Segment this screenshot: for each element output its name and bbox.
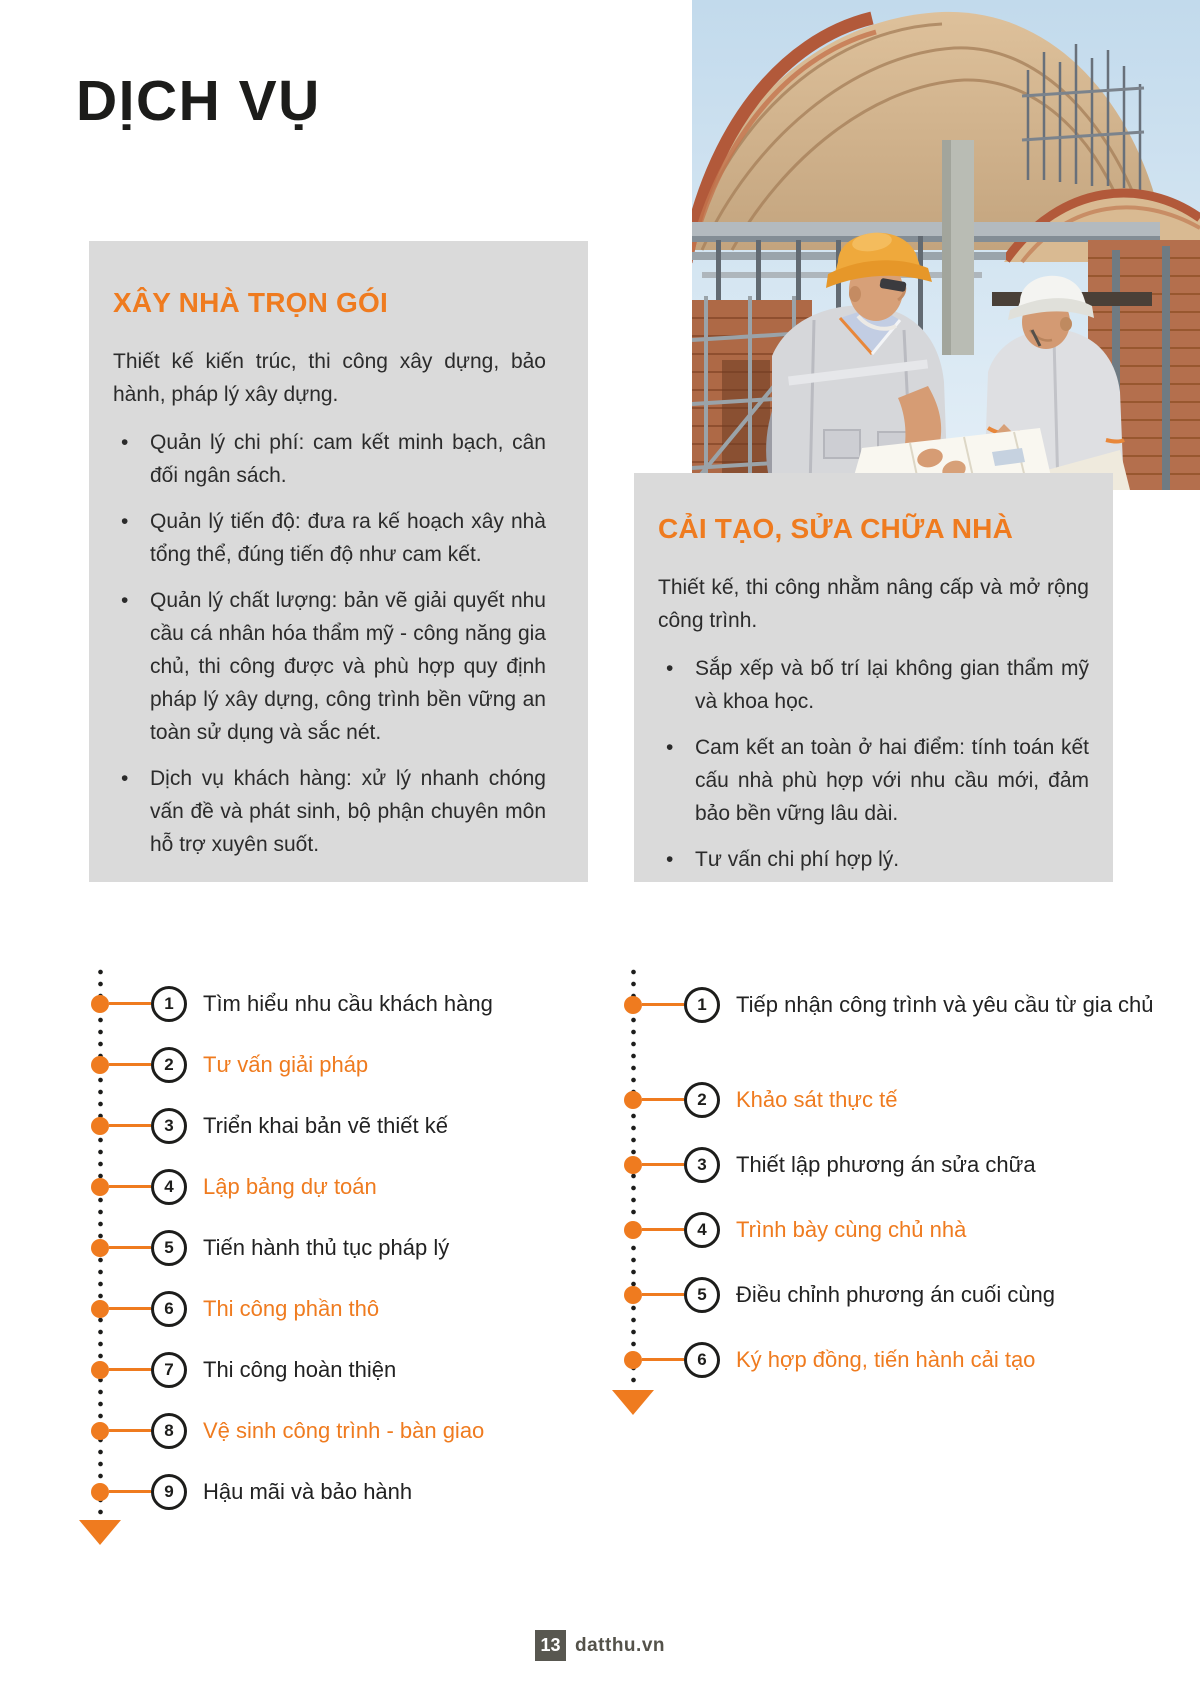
step-connector [642, 1003, 684, 1006]
step-label: Điều chỉnh phương án cuối cùng [736, 1282, 1056, 1307]
step-label: Khảo sát thực tế [736, 1087, 898, 1112]
timeline-step [91, 1048, 368, 1083]
dot-icon [91, 1117, 109, 1135]
service-bullet-list [658, 652, 1089, 876]
timeline-step [91, 1475, 412, 1510]
step-connector [109, 1429, 151, 1432]
service-heading: XÂY NHÀ TRỌN GÓI [113, 287, 388, 318]
timeline-step [624, 988, 1154, 1023]
step-label: Tiến hành thủ tục pháp lý [203, 1235, 450, 1260]
step-label: Ký hợp đồng, tiến hành cải tạo [736, 1347, 1036, 1372]
step-label: Thi công phần thô [203, 1296, 380, 1321]
step-label: Tư vấn giải pháp [203, 1052, 369, 1077]
step-connector [642, 1228, 684, 1231]
dot-icon [91, 1239, 109, 1257]
timeline-step [624, 1343, 1035, 1378]
service-bullet: • Cam kết an toàn ở hai điểm: tính toán kết cấu nhà phù hợp với nhu cầu mới, đảm bảo bền vững lâu dài. [658, 731, 1089, 830]
step-number-badge: 1 [151, 986, 187, 1022]
step-connector [642, 1358, 684, 1361]
timeline-step [91, 1170, 377, 1205]
step-label: Thiết lập phương án sửa chữa [736, 1152, 1036, 1177]
step-number-badge: 6 [151, 1291, 187, 1327]
dot-icon [624, 1221, 642, 1239]
dot-icon [91, 1056, 109, 1074]
service-heading: CẢI TẠO, SỬA CHỮA NHÀ [658, 513, 1014, 544]
step-label: Hậu mãi và bảo hành [203, 1479, 413, 1504]
step-number-badge: 2 [151, 1047, 187, 1083]
construction-site-illustration [692, 0, 1200, 490]
step-number-badge: 7 [151, 1352, 187, 1388]
service-bullet: • Tư vấn chi phí hợp lý. [658, 843, 1089, 876]
timeline-step [91, 1353, 396, 1388]
step-connector [109, 1368, 151, 1371]
step-connector [109, 1002, 151, 1005]
step-number-badge: 6 [684, 1342, 720, 1378]
step-number-badge: 1 [684, 987, 720, 1023]
step-connector [109, 1185, 151, 1188]
timeline-step [91, 1414, 484, 1449]
timeline-step [91, 1292, 379, 1327]
step-number-badge: 4 [684, 1212, 720, 1248]
timeline-step [624, 1083, 898, 1118]
step-number-badge: 5 [151, 1230, 187, 1266]
dot-icon [91, 1300, 109, 1318]
dot-icon [624, 1351, 642, 1369]
service-intro: Thiết kế, thi công nhằm nâng cấp và mở rộng công trình. [658, 576, 1089, 632]
service-bullet: • Quản lý chi phí: cam kết minh bạch, cân đối ngân sách. [113, 426, 546, 492]
step-connector [109, 1063, 151, 1066]
step-number-badge: 3 [151, 1108, 187, 1144]
step-label: Tìm hiểu nhu cầu khách hàng [203, 991, 493, 1016]
step-label: Thi công hoàn thiện [203, 1357, 397, 1382]
dot-icon [624, 1286, 642, 1304]
service-intro: Thiết kế kiến trúc, thi công xây dựng, bảo hành, pháp lý xây dựng. [113, 350, 546, 406]
dot-icon [91, 1422, 109, 1440]
step-connector [642, 1098, 684, 1101]
step-connector [109, 1307, 151, 1310]
service-bullet: • Sắp xếp và bố trí lại không gian thẩm mỹ và khoa học. [658, 652, 1089, 718]
dot-icon [624, 1156, 642, 1174]
step-number-badge: 2 [684, 1082, 720, 1118]
step-connector [109, 1124, 151, 1127]
page-number-badge: 13 [535, 1630, 566, 1661]
page-footer [0, 1630, 1200, 1661]
timeline-step [91, 987, 493, 1022]
service-bullet-list [113, 426, 546, 861]
timeline-step [624, 1278, 1055, 1313]
step-connector [109, 1490, 151, 1493]
timeline-step [624, 1213, 966, 1248]
step-number-badge: 3 [684, 1147, 720, 1183]
step-label: Vệ sinh công trình - bàn giao [203, 1418, 485, 1443]
dot-icon [624, 996, 642, 1014]
step-number-badge: 9 [151, 1474, 187, 1510]
dot-icon [91, 1483, 109, 1501]
step-connector [109, 1246, 151, 1249]
step-connector [642, 1163, 684, 1166]
step-label: Triển khai bản vẽ thiết kế [203, 1113, 448, 1138]
step-number-badge: 4 [151, 1169, 187, 1205]
service-panel-renovation [634, 473, 1113, 882]
service-bullet: • Dịch vụ khách hàng: xử lý nhanh chóng vấn đề và phát sinh, bộ phận chuyên môn hỗ trợ xuyên suốt. [113, 762, 546, 861]
construction-photo [692, 0, 1200, 490]
step-number-badge: 8 [151, 1413, 187, 1449]
step-label: Lập bảng dự toán [203, 1174, 377, 1199]
timeline-step [91, 1109, 448, 1144]
service-bullet: • Quản lý chất lượng: bản vẽ giải quyết nhu cầu cá nhân hóa thẩm mỹ - công năng gia chủ, thi công được và phù hợp quy định pháp lý xây dựng, công trình bền vững an toàn sử dụng và sắc nét. [113, 584, 546, 749]
timeline-step [624, 1148, 1036, 1183]
service-bullet: • Quản lý tiến độ: đưa ra kế hoạch xây nhà tổng thể, đúng tiến độ như cam kết. [113, 505, 546, 571]
step-label: Tiếp nhận công trình và yêu cầu từ gia chủ [736, 992, 1154, 1017]
down-arrow-icon [79, 1520, 121, 1545]
dot-icon [91, 1361, 109, 1379]
down-arrow-icon [612, 1390, 654, 1415]
page-title: DỊCH VỤ [76, 69, 321, 133]
timeline-step [91, 1231, 449, 1266]
dot-icon [91, 995, 109, 1013]
step-connector [642, 1293, 684, 1296]
dot-icon [91, 1178, 109, 1196]
step-number-badge: 5 [684, 1277, 720, 1313]
website-text: datthu.vn [575, 1634, 665, 1656]
service-panel-full-package [89, 241, 588, 882]
dot-icon [624, 1091, 642, 1109]
step-label: Trình bày cùng chủ nhà [736, 1217, 967, 1242]
